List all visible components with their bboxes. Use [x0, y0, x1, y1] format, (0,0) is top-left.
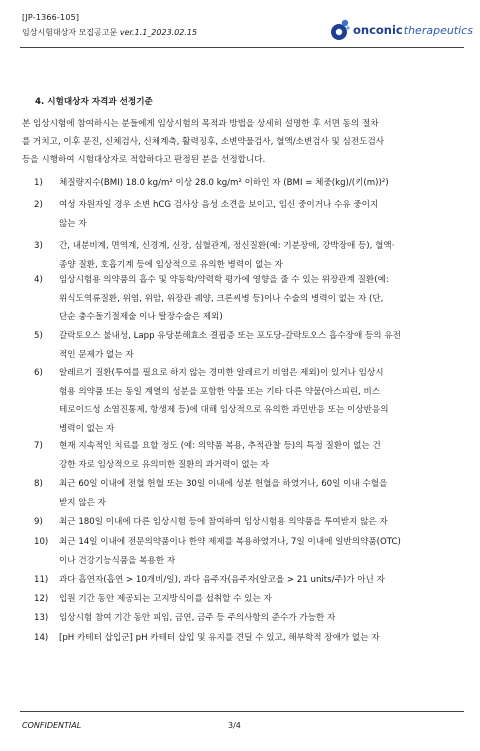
- intro-line: 등을 시행하여 시험대상자로 적합하다고 판정된 분을 선정합니다.: [22, 155, 266, 165]
- criteria-number: 1): [34, 178, 43, 188]
- criteria-number: 10): [34, 537, 49, 547]
- criteria-text: [59, 629, 461, 648]
- criteria-line: 알레르기 질환(투여를 필요로 하지 않는 경미한 알레르기 비염은 제외)이 있거나 임상시: [59, 368, 384, 378]
- criteria-number: 2): [34, 200, 43, 210]
- criteria-text: [59, 571, 461, 590]
- confidential-label: CONFIDENTIAL: [22, 721, 82, 730]
- criteria-number: 3): [34, 241, 43, 251]
- criteria-text: [59, 237, 461, 274]
- criteria-text: [59, 196, 461, 233]
- section-intro: [22, 115, 462, 169]
- criteria-line: 체질량지수(BMI) 18.0 kg/m² 이상 28.0 kg/m² 이하인 자 (BMI = 체중(kg)/(키(m))²): [59, 178, 389, 188]
- criteria-line: 위식도역류질환, 위염, 위암, 위장관 궤양, 크론씨병 등)이나 수술의 병력이 없는 자 (단,: [59, 293, 384, 304]
- criteria-number: 14): [34, 633, 49, 643]
- criteria-text: [59, 533, 461, 570]
- criteria-line: 테로이드성 소염진통제, 항생제 등)에 대해 임상적으로 유의한 과민반응 또는 이상반응의: [59, 405, 389, 415]
- criteria-line: 종양 질환, 호흡기계 등에 임상적으로 유의한 병력이 없는 자: [59, 259, 283, 270]
- criteria-line: 병력이 없는 자: [59, 423, 115, 434]
- criteria-number: 13): [34, 613, 49, 623]
- criteria-text: [59, 437, 461, 474]
- document-title-text: 임상시험대상자 모집공고문: [22, 28, 118, 37]
- criteria-text: [59, 590, 461, 609]
- criteria-text: [59, 327, 461, 364]
- criteria-line: 임상시험용 의약품의 흡수 및 약동학/약력학 평가에 영향을 줄 수 있는 위장관계 질환(예:: [59, 275, 389, 285]
- criteria-number: 4): [34, 275, 43, 285]
- criteria-text: [59, 174, 461, 193]
- section-title: 4. 시험대상자 자격과 선정기준: [35, 97, 153, 107]
- onconic-logo-icon: [330, 18, 350, 42]
- criteria-number: 12): [34, 594, 49, 604]
- criteria-line: 않는 자: [59, 218, 87, 229]
- document-version: ver.1.1_2023.02.15: [119, 28, 198, 37]
- criteria-line: 험용 의약품 또는 동일 계열의 성분을 포함한 약물 또는 기타 다른 약물(아스피린, 비스: [59, 386, 381, 397]
- criteria-line: 최근 14일 이내에 전문의약품이나 한약 제제를 복용하였거나, 7일 이내에 일반의약품(OTC): [59, 537, 401, 547]
- criteria-line: 입원 기간 동안 제공되는 고지방식이를 섭취할 수 있는 자: [59, 594, 272, 604]
- criteria-text: [59, 271, 461, 327]
- document-code: [JP-1366-105]: [22, 13, 80, 22]
- criteria-line: 임상시험 참여 기간 동안 피임, 금연, 금주 등 주의사항의 준수가 가능한 자: [59, 613, 336, 623]
- criteria-number: 9): [34, 517, 43, 527]
- criteria-number: 5): [34, 331, 43, 341]
- criteria-text: [59, 513, 461, 532]
- criteria-number: 8): [34, 479, 43, 489]
- criteria-line: [pH 카테터 삽입군] pH 카테터 삽입 및 유지를 견딜 수 있고, 해부학적 장애가 없는 자: [59, 633, 380, 643]
- criteria-number: 7): [34, 441, 43, 451]
- criteria-line: 단순 충수돌기절제술 이나 탈장수술은 제외): [59, 312, 223, 322]
- criteria-line: 받지 않은 자: [59, 497, 106, 508]
- criteria-line: 간, 내분비계, 면역계, 신경계, 신장, 심혈관계, 정신질환(예: 기분장애, 강박장애 등), 혈액·: [59, 241, 395, 251]
- criteria-line: 최근 60일 이내에 전혈 헌혈 또는 30일 이내에 성분 헌혈을 하였거나, 60일 이내 수혈을: [59, 479, 388, 489]
- page-header: [0, 0, 480, 48]
- criteria-number: 11): [34, 575, 49, 585]
- company-logo: [330, 17, 473, 43]
- criteria-line: 최근 180일 이내에 다른 임상시험 등에 참여하여 임상시험용 의약품을 투여받지 않은 자: [59, 517, 388, 527]
- page-number: 3/4: [228, 721, 241, 730]
- criteria-line: 강한 자로 임상적으로 유의미한 질환의 과거력이 없는 자: [59, 459, 270, 470]
- criteria-line: 갈락토오스 불내성, Lapp 유당분해효소 결핍증 또는 포도당-갈락토오스 흡수장애 등의 유전: [59, 331, 401, 341]
- criteria-line: 과다 흡연자(흡연 > 10개비/일), 과다 음주자(음주자(알코올 > 21 units/주)가 아닌 자: [59, 575, 385, 585]
- criteria-line: 적인 문제가 없는 자: [59, 349, 134, 360]
- criteria-text: [59, 475, 461, 512]
- logo-brand-text: onconic: [353, 23, 403, 37]
- footer-divider: [20, 711, 464, 712]
- intro-line: 본 임상시험에 참여하시는 분들에게 임상시험의 목적과 방법을 상세히 설명한 후 서면 동의 절차: [22, 119, 379, 129]
- criteria-line: 현재 지속적인 치료를 요할 정도 (예: 의약품 복용, 추적관찰 등)의 특정 질환이 없는 건: [59, 441, 381, 451]
- document-title: [22, 27, 197, 38]
- criteria-number: 6): [34, 368, 43, 378]
- header-divider: [20, 47, 464, 48]
- criteria-line: 여성 자원자일 경우 소변 hCG 검사상 음성 소견을 보이고, 임신 중이거나 수유 중이지: [59, 200, 379, 210]
- criteria-line: 이나 건강기능식품을 복용한 자: [59, 555, 176, 566]
- logo-sub-text: therapeutics: [403, 23, 473, 37]
- criteria-text: [59, 364, 461, 438]
- criteria-text: [59, 609, 461, 628]
- intro-line: 를 거치고, 이후 문진, 신체검사, 신체계측, 활력징후, 소변약물검사, 혈액/소변검사 및 심전도검사: [22, 137, 385, 147]
